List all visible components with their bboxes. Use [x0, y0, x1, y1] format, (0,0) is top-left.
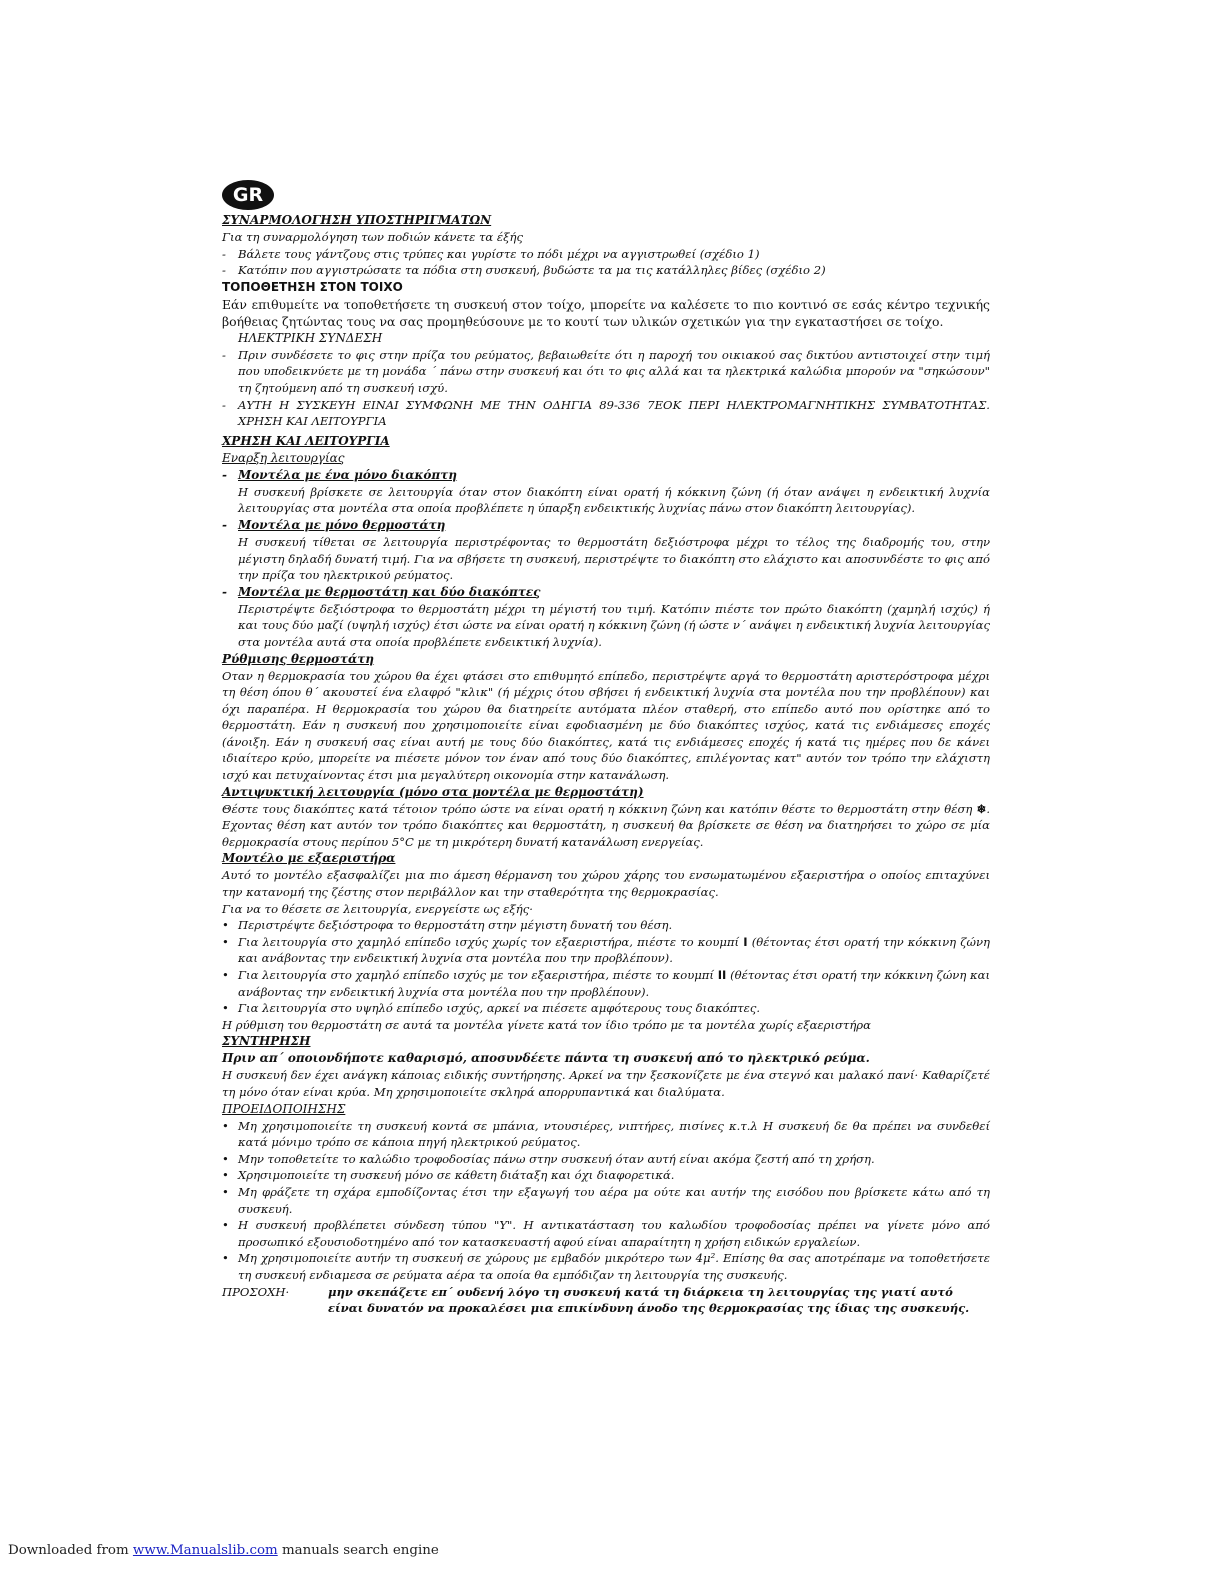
language-badge: GR — [222, 180, 274, 210]
fan-model-intro: Για να το θέσετε σε λειτουργία, ενεργείστε ως εξής· — [222, 901, 533, 916]
warning-item: • Μη χρησιμοποιείτε αυτήν τη συσκευή σε χώρους με εμβαδόν μικρότερο των 4μ². Επίσης θα σας αποτρέπαμε να τοποθετήσετε τη συσκευή ενδιαμεσα σε ρεύματα αέρα τα οποία θα εμπόδιζαν τη λειτουργία της συσκευής. — [222, 1250, 990, 1283]
antifreeze-text: Θέστε τους διακόπτες κατά τέτοιον τρόπο ώστε να είναι ορατή η κόκκινη ζώνη και κατόπιν θέστε το θερμοστάτη στην θέση ❄. Εχοντας θέση κατ αυτόν τον τρόπο διακόπτες και θερμοστάτη, η συσκευή θα βρίσκετε σε θέση να διατηρήσει το χώρο σε μία θερμοκρασία στους περίπου 5°C με τη μικρότερη δυνατή κατανάλωση ενεργείας. — [222, 801, 990, 849]
section-title-fan-model: Μοντέλο με εξαεριστήρα — [222, 851, 396, 866]
fan-model-step: • Για λειτουργία στο χαμηλό επίπεδο ισχύς χωρίς τον εξαεριστήρα, πιέστε το κουμπί I (θέτοντας έτσι ορατή την κόκκινη ζώνη και ανάβοντας την ενδεικτική λυχνία στα μοντέλα που την προβλέπουν). — [222, 934, 990, 967]
electrical-item: - ΑΥΤΗ Η ΣΥΣΚΕΥΗ ΕΙΝΑΙ ΣΥΜΦΩΝΗ ΜΕ ΤΗΝ ΟΔΗΓΙΑ 89-336 7ΕΟΚ ΠΕΡΙ ΗΛΕΚΤΡΟΜΑΓΝΗΤΙΚΗΣ ΣΥΜΒΑΤΟΤΗΤΑΣ. ΧΡΗΣΗ ΚΑΙ ΛΕΙΤΟΥΡΓΙΑ — [222, 397, 990, 430]
warning-item: • Μην τοποθετείτε το καλώδιο τροφοδοσίας πάνω στην συσκευή όταν αυτή είναι ακόμα ζεστή από τη χρήση. — [222, 1151, 990, 1168]
button-ii-label: II — [717, 968, 727, 982]
warning-item: • Χρησιμοποιείτε τη συσκευή μόνο σε κάθετη διάταξη και όχι διαφορετικά. — [222, 1167, 990, 1184]
model-title: - Μοντέλα με θερμοστάτη και δύο διακόπτες — [222, 584, 990, 601]
caution-label: ΠΡΟΣΟΧΗ· — [222, 1284, 290, 1299]
section-title-thermostat: Ρύθμισης θερμοστάτη — [222, 651, 375, 666]
snowflake-icon: ❄ — [976, 801, 987, 816]
fan-model-outro: Η ρύθμιση του θερμοστάτη σε αυτά τα μοντέλα γίνετε κατά τον ίδιο τρόπο με τα μοντέλα χωρίς εξαεριστήρα — [222, 1017, 871, 1032]
warning-item: • Μη φράζετε τη σχάρα εμποδίζοντας έτσι την εξαγωγή του αέρα μα ούτε και αυτήν της εισόδου που βρίσκετε κάτω από τη συσκευή. — [222, 1184, 990, 1217]
model-text: Περιστρέψτε δεξιόστροφα το θερμοστάτη μέχρι τη μέγιστή του τιμή. Κατόπιν πιέστε τον πρώτο διακόπτη (χαμηλή ισχύς) ή και τους δύο μαζί (υψηλή ισχύς) έτσι ώστε να είναι ορατή η κόκκινη ζώνη (ή ώστε ν΄ ανάψει η ενδεικτική λυχνία λειτουργίας στα μοντέλα αυτά στα οποία προβλέπετε ενδεικτική λυχνία). — [238, 601, 990, 649]
button-i-label: I — [743, 934, 748, 949]
assembly-intro: Για τη συναρμολόγηση των ποδιών κάνετε τα έξής — [222, 230, 523, 244]
warning-item: • Η συσκευή προβλέπετει σύνδεση τύπου "Υ". Η αντικατάσταση του καλωδίου τροφοδοσίας πρέπει να γίνετε μόνο από προσωπικό εξουσιοδοτημένο από τον κατασκευαστή αφού είναι απαραίτητη η χρήση ειδικών εργαλείων. — [222, 1217, 990, 1250]
fan-model-text: Αυτό το μοντέλο εξασφαλίζει μια πιο άμεση θέρμανση του χώρου χάρης του ενσωματωμένου εξαεριστήρα ο οποίος επιταχύνει την κατανομή της ζέστης στον περιβάλλον και την σταθερότητα της θερμοκρασίας. — [222, 868, 990, 900]
section-title-assembly: ΣΥΝΑΡΜΟΛΟΓΗΣΗ ΥΠΟΣΤΗΡΙΓΜΑΤΩΝ — [222, 213, 492, 227]
model-text: Η συσκευή τίθεται σε λειτουργία περιστρέφοντας το θερμοστάτη δεξιόστροφα μέχρι το τέλος της διαδρομής του, στην μέγιστη δηλαδή δυνατή τιμή. Για να σβήσετε τη συσκευή, περιστρέψτε το διακόπτη στο ελάχιστο και αποσυνδέστε το φις από την πρίζα του ηλεκτρικού ρεύματος. — [238, 534, 990, 583]
caution-block — [222, 1284, 990, 1317]
fan-model-step: • Περιστρέψτε δεξιόστροφα το θερμοστάτη στην μέγιστη δυνατή του θέση. — [222, 917, 990, 934]
subsection-start: Εναρξη λειτουργίας — [222, 450, 345, 465]
model-title: - Μοντέλα με ένα μόνο διακόπτη — [222, 467, 990, 484]
wall-mount-text: Εάν επιθυμείτε να τοποθετήσετε τη συσκευή στον τοίχο, μπορείτε να καλέσετε το πιο κοντινό σε εσάς κέντρο τεχνικής βοήθειας ζητώντας τους να σας προμηθεύσουνε με το κουτί των υλικών σχετικών για την εγκαταστήσει σε τοίχο. — [222, 296, 990, 329]
model-title: - Μοντέλα με μόνο θερμοστάτη — [222, 517, 990, 534]
section-title-maintenance: ΣΥΝΤΗΡΗΣΗ — [222, 1034, 311, 1049]
fan-model-step: • Για λειτουργία στο υψηλό επίπεδο ισχύς, αρκεί να πιέσετε αμφότερους τους διακόπτες. — [222, 1000, 990, 1017]
manualslib-link[interactable]: www.Manualslib.com — [132, 1543, 278, 1558]
footer-prefix: Downloaded from — [8, 1543, 129, 1558]
section-title-wall-mount: ΤΟΠΟΘΕΤΗΣΗ ΣΤΟΝ ΤΟΙΧΟ — [222, 279, 403, 294]
download-footer — [8, 1543, 439, 1558]
section-title-use: ΧΡΗΣΗ ΚΑΙ ΛΕΙΤΟΥΡΓΙΑ — [222, 433, 390, 448]
section-title-electrical: ΗΛΕΚΤΡΙΚΗ ΣΥΝΔΕΣΗ — [238, 330, 383, 345]
warning-item: • Μη χρησιμοποιείτε τη συσκευή κοντά σε μπάνια, ντουσιέρες, νιπτήρες, πισίνες κ.τ.λ Η συσκευή δε θα πρέπει να συνδεθεί κατά μόνιμο τρόπο σε κάποια πηγή ηλεκτρικού ρεύματος. — [222, 1118, 990, 1151]
manual-page — [222, 180, 990, 1317]
footer-suffix: manuals search engine — [281, 1543, 439, 1558]
thermostat-text: Οταν η θερμοκρασία του χώρου θα έχει φτάσει στο επιθυμητό επίπεδο, περιστρέψτε αργά το θερμοστάτη αριστερόστροφα μέχρι τη θέση όπου θ΄ ακουστεί ένα ελαφρό "κλικ" (ή μέχρις ότου σβήσει ή ενδεικτική λυχνία στα μοντέλα που την προβλέπουν) και όχι παραπέρα. Η θερμοκρασία του χώρου θα διατηρείτε αυτόματα πλέον σταθερή, στο επίπεδο αυτό που ορίστηκε από το θερμοστάτη. Εάν η συσκευή που χρησιμοποιείτε είναι εφοδιασμένη με δύο διακόπτες ισχύος, κατά τις ενδιάμεσες εποχές (άνοιξη. Εάν η συσκευή σας είναι αυτή με τους δύο διακόπτες, κατά τις ενδιάμεσες εποχές ή κατά τις ημέρες που δε κάνει ιδιαίτερο κρύο, μπορείτε να πιέσετε μόνον τον έναν από τους δύο διακόπτες, επιλέγοντας κατ" αυτόν τον τρόπο την ελάχιστη ισχύ και πετυχαίνοντας έτσι μια μεγαλύτερη οικονομία στην κατανάλωση. — [222, 668, 990, 783]
section-title-warnings: ΠΡΟΕΙΔΟΠΟΙΗΣΗΣ — [222, 1101, 346, 1116]
maintenance-warning: Πριν απ΄ οποιονδήποτε καθαρισμό, αποσυνδέετε πάντα τη συσκευή από το ηλεκτρικό ρεύμα. — [222, 1051, 870, 1066]
caution-text: μην σκεπάζετε επ΄ ουδενή λόγο τη συσκευή κατά τη διάρκεια τη λειτουργίας της γιατί αυτό είναι δυνατόν να προκαλέσει μια επικίνδυνη άνοδο της θερμοκρασίας της ίδιας της συσκευής. — [328, 1284, 970, 1316]
fan-model-step: • Για λειτουργία στο χαμηλό επίπεδο ισχύς με τον εξαεριστήρα, πιέστε το κουμπί II (θέτοντας έτσι ορατή την κόκκινη ζώνη και ανάβοντας την ενδεικτική λυχνία στα μοντέλα που την προβλέπουν). — [222, 967, 990, 1000]
electrical-item: - Πριν συνδέσετε το φις στην πρίζα του ρεύματος, βεβαιωθείτε ότι η παροχή του οικιακού σας δικτύου αντιστοιχεί στην τιμή που υποδεικνύετε με τη μονάδα ΄ πάνω στην συσκευή και ότι το φις αλλά και τα ηλεκτρικά καλώδια μπορούν να "σηκώσουν" τη ζητούμενη από τη συσκευή ισχύ. — [222, 347, 990, 397]
assembly-item: - Κατόπιν που αγγιστρώσατε τα πόδια στη συσκευή, βυδώστε τα μα τις κατάλληλες βίδες (σχέδιο 2) — [222, 262, 990, 279]
maintenance-text: Η συσκευή δεν έχει ανάγκη κάποιας ειδικής συντήρησης. Αρκεί να την ξεσκονίζετε με ένα στεγνό και μαλακό πανί· Καθαρίζετέ τη μόνο όταν είναι κρύα. Μη χρησιμοποιείτε σκληρά απορρυπαντικά και διαλύματα. — [222, 1068, 990, 1099]
assembly-item: - Βάλετε τους γάντζους στις τρύπες και γυρίστε το πόδι μέχρι να αγγιστρωθεί (σχέδιο 1) — [222, 246, 990, 263]
section-title-antifreeze: Αντιψυκτική λειτουργία (μόνο στα μοντέλα με θερμοστάτη) — [222, 784, 644, 799]
model-text: Η συσκευή βρίσκετε σε λειτουργία όταν στον διακόπτη είναι ορατή ή κόκκινη ζώνη (ή όταν ανάψει η ενδεικτική λυχνία λειτουργίας στα μοντέλα στα οποία προβλέπετε η ύπαρξη ενδεικτικής λυχνίας πάνω στον διακόπτη λειτουργίας). — [238, 484, 990, 516]
